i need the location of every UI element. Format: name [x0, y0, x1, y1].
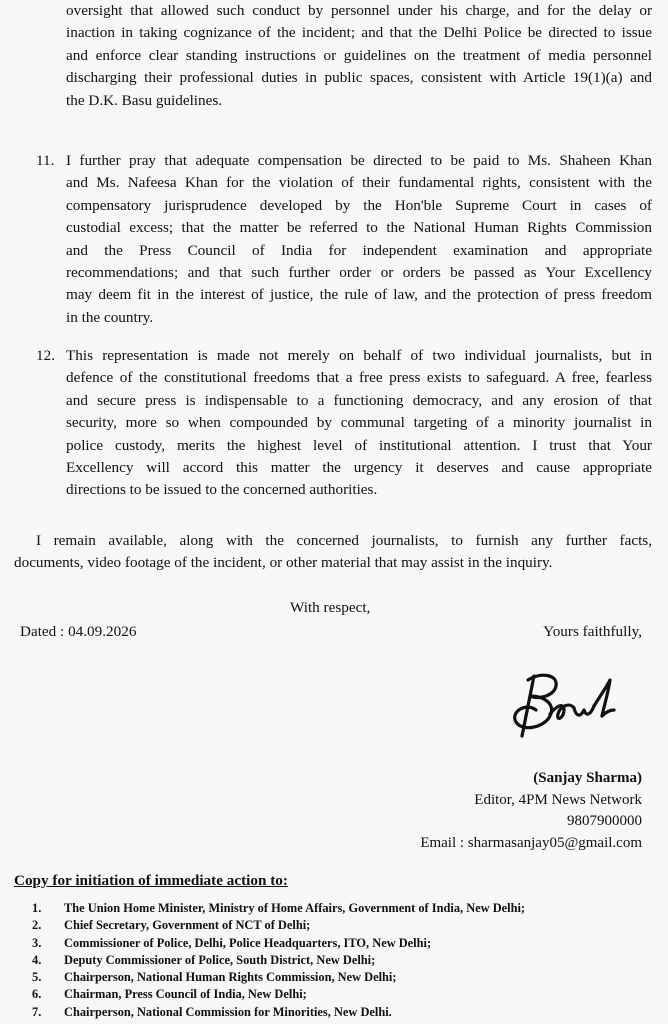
- list-item-text: Chief Secretary, Government of NCT of Delhi;: [64, 918, 311, 933]
- text-line: discharging their professional duties in public spaces, consistent with Article 19(1)(a) and: [66, 69, 652, 87]
- text-line: inaction in taking cognizance of the incident; and that the Delhi Police be directed to issue: [66, 24, 652, 42]
- text-line: security, more so when compounded by communal targeting of a minority journalist in: [66, 414, 652, 432]
- copy-heading: Copy for initiation of immediate action to:: [14, 872, 288, 889]
- text-line: Excellency will accord this matter the urgency it deserves and cause appropriate: [66, 459, 652, 477]
- signatory-email: Email : sharmasanjay05@gmail.com: [420, 834, 642, 851]
- list-item-text: Chairperson, National Human Rights Commission, New Delhi;: [64, 970, 397, 985]
- text-line: recommendations; and that such further order or orders be passed as Your Excellency: [66, 264, 652, 282]
- list-item-text: Commissioner of Police, Delhi, Police Headquarters, ITO, New Delhi;: [64, 935, 432, 950]
- text-line: and secure press is indispensable to a functioning democracy, and any erosion of that: [66, 391, 652, 409]
- list-item-text: The Union Home Minister, Ministry of Home Affairs, Government of India, New Delhi;: [64, 901, 526, 915]
- signatory-name: (Sanjay Sharma): [533, 770, 642, 786]
- paragraph-number: 11.: [36, 152, 55, 169]
- closing-paragraph: [14, 530, 652, 575]
- list-item: [32, 917, 525, 934]
- list-item-text: Chairperson, National Commission for Minorities, New Delhi.: [64, 1004, 392, 1019]
- text-line: the D.K. Basu guidelines.: [66, 91, 223, 109]
- list-item-text: Chairman, Press Council of India, New Delhi;: [64, 987, 307, 1002]
- copy-list: [32, 900, 525, 1021]
- list-item: [32, 900, 525, 917]
- text-line: I remain available, along with the concerned journalists, to furnish any further facts,: [36, 532, 652, 549]
- list-item-number: 2.: [32, 918, 42, 933]
- handwritten-signature: [500, 666, 620, 746]
- text-line: directions to be issued to the concerned authorities.: [66, 481, 378, 499]
- text-line: compensatory jurisprudence developed by the Hon'ble Supreme Court in cases of: [66, 196, 652, 214]
- list-item-number: 5.: [32, 970, 42, 985]
- text-line: documents, video footage of the incident, or other material that may assist in the inquiry.: [14, 554, 553, 572]
- list-item: [32, 969, 525, 986]
- list-item-number: 1.: [32, 901, 42, 915]
- text-line: custodial excess; that the matter be referred to the National Human Rights Commission: [66, 219, 652, 237]
- text-line: oversight that allowed such conduct by personnel under his charge, and for the delay or: [66, 2, 652, 19]
- paragraph-continuation: [66, 0, 652, 112]
- list-item-text: Deputy Commissioner of Police, South District, New Delhi;: [64, 952, 376, 967]
- signatory-designation: Editor, 4PM News Network: [474, 791, 642, 808]
- list-item: [32, 952, 525, 969]
- yours-faithfully: Yours faithfully,: [543, 623, 642, 640]
- text-line: and enforce clear standing instructions or guidelines on the treatment of media personnel: [66, 46, 652, 64]
- list-item: [32, 1004, 525, 1021]
- paragraph-11: [66, 150, 652, 329]
- dated: Dated : 04.09.2026: [20, 623, 137, 640]
- list-item-number: 4.: [32, 952, 42, 967]
- with-respect: With respect,: [290, 599, 371, 616]
- paragraph-12: [66, 345, 652, 502]
- text-line: may deem fit in the interest of justice, the rule of law, and the protection of press freedom: [66, 286, 652, 304]
- text-line: defence of the constitutional freedoms that a free press exists to safeguard. A free, fearless: [66, 369, 652, 387]
- list-item-number: 3.: [32, 935, 42, 950]
- text-line: I further pray that adequate compensation be directed to be paid to Ms. Shaheen Khan: [66, 152, 652, 169]
- text-line: in the country.: [66, 308, 154, 326]
- signatory-phone: 9807900000: [567, 813, 642, 829]
- text-line: and Ms. Nafeesa Khan for the violation of their fundamental rights, consistent with the: [66, 174, 652, 192]
- list-item: [32, 986, 525, 1003]
- paragraph-number: 12.: [36, 347, 55, 364]
- list-item-number: 6.: [32, 987, 42, 1002]
- list-item-number: 7.: [32, 1004, 42, 1019]
- text-line: and the Press Council of India for independent examination and appropriate: [66, 241, 652, 259]
- text-line: This representation is made not merely on behalf of two individual journalists, but in: [66, 347, 652, 364]
- text-line: police custody, merits the highest level of institutional attention. I trust that Your: [66, 436, 652, 454]
- signatory-block: [420, 768, 642, 854]
- list-item: [32, 935, 525, 952]
